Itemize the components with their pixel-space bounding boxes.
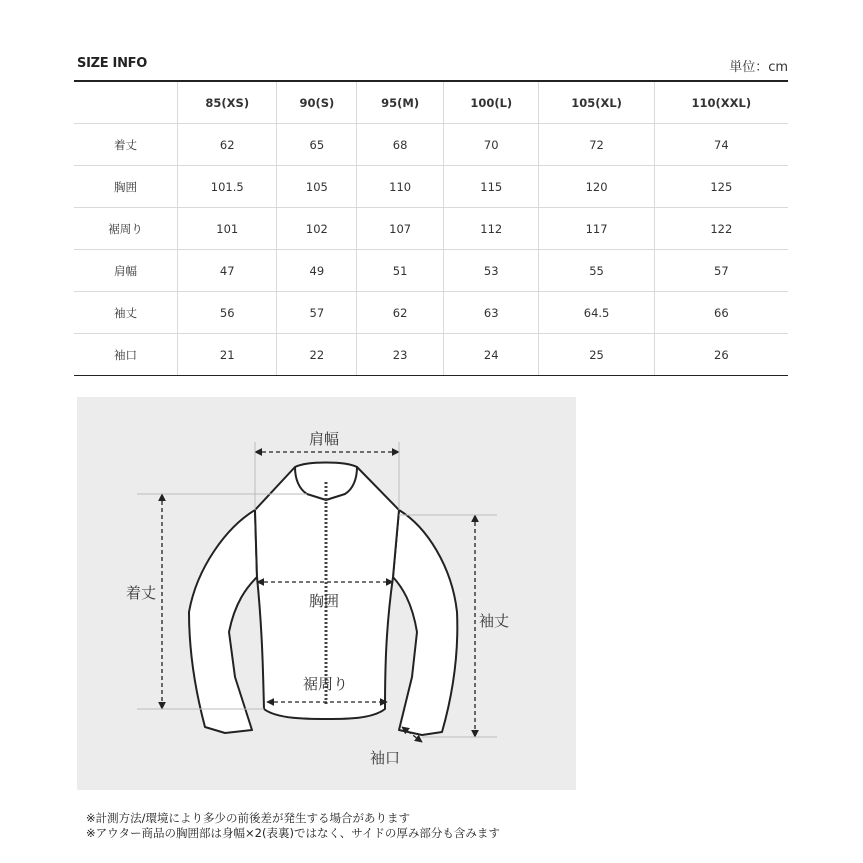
note-line: ※アウター商品の胸囲部は身幅×2(表裏)ではなく、サイドの厚み部分も含みます xyxy=(86,826,500,840)
table-cell: 62 xyxy=(357,292,444,334)
notes xyxy=(86,811,500,841)
table-cell: 63 xyxy=(444,292,539,334)
diagram-label-sleeve: 袖丈 xyxy=(479,612,510,630)
table-cell: 55 xyxy=(539,250,654,292)
table-cell: 120 xyxy=(539,166,654,208)
table-cell: 72 xyxy=(539,124,654,166)
table-row xyxy=(74,250,788,292)
table-cell: 23 xyxy=(357,334,444,376)
measurement-diagram xyxy=(77,397,576,790)
table-row xyxy=(74,166,788,208)
table-cell: 64.5 xyxy=(539,292,654,334)
table-cell: 110 xyxy=(357,166,444,208)
column-header: 100(L) xyxy=(444,81,539,124)
table-cell: 102 xyxy=(277,208,357,250)
table-cell: 105 xyxy=(277,166,357,208)
diagram-label-chest: 胸囲 xyxy=(309,592,340,610)
table-cell: 24 xyxy=(444,334,539,376)
table-cell: 56 xyxy=(178,292,277,334)
unit-label: 単位：cm xyxy=(729,60,788,75)
table-cell: 65 xyxy=(277,124,357,166)
diagram-label-cuff: 袖口 xyxy=(370,749,401,767)
table-header-row xyxy=(74,81,788,124)
table-row xyxy=(74,124,788,166)
diagram-label-hem: 裾周り xyxy=(303,675,349,693)
table-cell: 25 xyxy=(539,334,654,376)
table-cell: 125 xyxy=(654,166,788,208)
diagram-label-shoulder: 肩幅 xyxy=(309,430,340,448)
table-row xyxy=(74,208,788,250)
table-cell: 26 xyxy=(654,334,788,376)
table-cell: 57 xyxy=(277,292,357,334)
table-cell: 21 xyxy=(178,334,277,376)
page-title: SIZE INFO xyxy=(77,56,147,71)
table-cell: 101.5 xyxy=(178,166,277,208)
size-table xyxy=(74,80,788,376)
row-label: 袖丈 xyxy=(74,292,178,334)
table-cell: 68 xyxy=(357,124,444,166)
column-header: 105(XL) xyxy=(539,81,654,124)
table-cell: 51 xyxy=(357,250,444,292)
table-cell: 74 xyxy=(654,124,788,166)
table-cell: 62 xyxy=(178,124,277,166)
column-header: 110(XXL) xyxy=(654,81,788,124)
table-cell: 53 xyxy=(444,250,539,292)
table-row xyxy=(74,334,788,376)
column-header: 85(XS) xyxy=(178,81,277,124)
row-label: 肩幅 xyxy=(74,250,178,292)
table-cell: 57 xyxy=(654,250,788,292)
row-label: 着丈 xyxy=(74,124,178,166)
table-cell: 22 xyxy=(277,334,357,376)
table-cell: 49 xyxy=(277,250,357,292)
table-cell: 101 xyxy=(178,208,277,250)
table-corner-cell xyxy=(74,81,178,124)
table-cell: 115 xyxy=(444,166,539,208)
row-label: 裾周り xyxy=(74,208,178,250)
table-cell: 117 xyxy=(539,208,654,250)
diagram-label-length: 着丈 xyxy=(126,584,157,602)
note-line: ※計測方法/環境により多少の前後差が発生する場合があります xyxy=(86,811,411,825)
table-row xyxy=(74,292,788,334)
column-header: 95(M) xyxy=(357,81,444,124)
table-cell: 112 xyxy=(444,208,539,250)
table-cell: 70 xyxy=(444,124,539,166)
row-label: 胸囲 xyxy=(74,166,178,208)
column-header: 90(S) xyxy=(277,81,357,124)
table-cell: 47 xyxy=(178,250,277,292)
table-cell: 107 xyxy=(357,208,444,250)
row-label: 袖口 xyxy=(74,334,178,376)
table-cell: 66 xyxy=(654,292,788,334)
table-cell: 122 xyxy=(654,208,788,250)
